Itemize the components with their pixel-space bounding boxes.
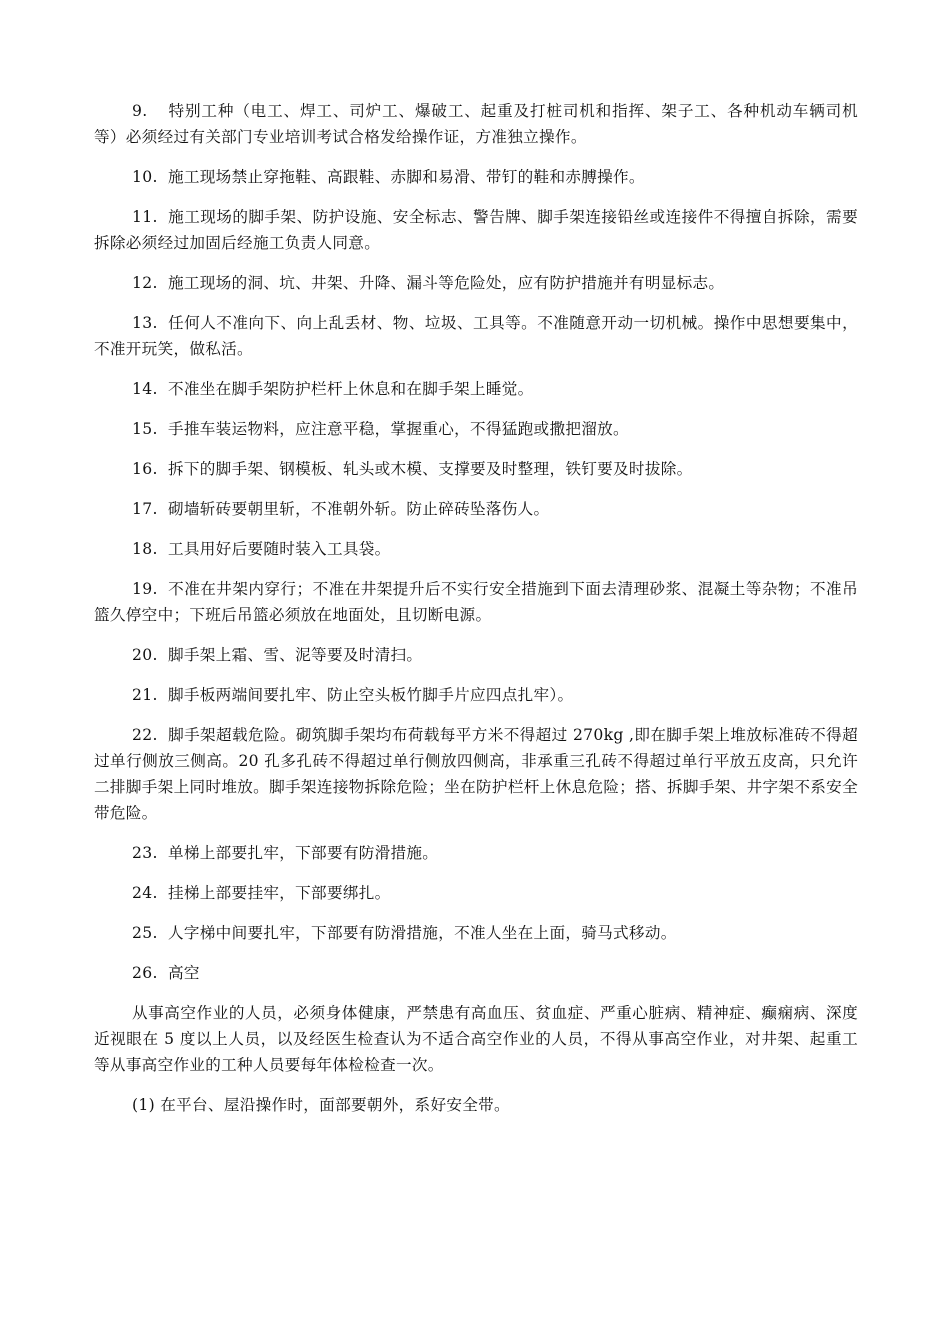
item-number: 23. — [132, 844, 158, 862]
item-text: 脚手架上霜、雪、泥等要及时清扫。 — [168, 646, 423, 664]
item-text: 挂梯上部要挂牢，下部要绑扎。 — [168, 884, 391, 902]
item-number: 19. — [132, 580, 158, 598]
item-number: 26. — [132, 964, 158, 982]
item-text: 单梯上部要扎牢，下部要有防滑措施。 — [168, 844, 439, 862]
item-number: 20. — [132, 646, 158, 664]
item-text: 手推车装运物料，应注意平稳，掌握重心，不得猛跑或撒把溜放。 — [168, 420, 629, 438]
list-item — [94, 960, 858, 986]
item-number: 17. — [132, 500, 158, 518]
item-number: 18. — [132, 540, 158, 558]
list-item — [94, 722, 858, 826]
document-content — [94, 98, 858, 1132]
sub-item: (1) 在平台、屋沿操作时，面部要朝外，系好安全带。 — [132, 1096, 510, 1114]
item-text: 人字梯中间要扎牢，下部要有防滑措施，不准人坐在上面，骑马式移动。 — [168, 924, 677, 942]
body-paragraph: 从事高空作业的人员，必须身体健康，严禁患有高血压、贫血症、严重心脏病、精神症、癫痫病、深度近视眼在 5 度以上人员，以及经医生检查认为不适合高空作业的人员，不得从事高空作业，对井架、起重工等从事高空作业的工种人员要每年体检检查一次。 — [94, 1004, 858, 1074]
item-text: 砌墙斩砖要朝里斩，不准朝外斩。防止碎砖坠落伤人。 — [168, 500, 550, 518]
item-text: 脚手架超载危险。砌筑脚手架均布荷载每平方米不得超过 270kg ,即在脚手架上堆放标准砖不得超过单行侧放三侧高。20 孔多孔砖不得超过单行侧放四侧高，非承重三孔砖不得超过单行平放五皮高，只允许二排脚手架上同时堆放。脚手架连接物拆除危险；坐在防护栏杆上休息危险；搭、拆脚手架、井字架不系安全带危险。 — [94, 726, 858, 822]
list-item — [94, 840, 858, 866]
item-number: 15. — [132, 420, 158, 438]
item-number: 10. — [132, 168, 158, 186]
list-item — [94, 376, 858, 402]
list-item — [94, 204, 858, 256]
list-item — [94, 270, 858, 296]
item-number: 22. — [132, 726, 158, 744]
item-text: 拆下的脚手架、钢模板、轧头或木模、支撑要及时整理，铁钉要及时拔除。 — [168, 460, 693, 478]
item-number: 11. — [132, 208, 158, 226]
item-text: 不准坐在脚手架防护栏杆上休息和在脚手架上睡觉。 — [168, 380, 534, 398]
item-number: 24. — [132, 884, 158, 902]
list-item — [94, 310, 858, 362]
item-number: 9. — [132, 102, 148, 120]
list-item — [94, 920, 858, 946]
item-number: 14. — [132, 380, 158, 398]
list-item — [94, 98, 858, 150]
item-text: 施工现场的洞、坑、井架、升降、漏斗等危险处，应有防护措施并有明显标志。 — [168, 274, 725, 292]
item-number: 25. — [132, 924, 158, 942]
item-text: 任何人不准向下、向上乱丢材、物、垃圾、工具等。不准随意开动一切机械。操作中思想要集中，不准开玩笑，做私活。 — [94, 314, 858, 358]
item-number: 21. — [132, 686, 158, 704]
list-item — [94, 682, 858, 708]
item-text: 特别工种（电工、焊工、司炉工、爆破工、起重及打桩司机和指挥、架子工、各种机动车辆司机等）必须经过有关部门专业培训考试合格发给操作证，方准独立操作。 — [94, 102, 858, 146]
list-item — [94, 536, 858, 562]
item-text: 施工现场禁止穿拖鞋、高跟鞋、赤脚和易滑、带钉的鞋和赤膊操作。 — [168, 168, 645, 186]
item-number: 16. — [132, 460, 158, 478]
item-text: 高空 — [168, 964, 200, 982]
item-text: 脚手板两端间要扎牢、防止空头板竹脚手片应四点扎牢）。 — [168, 686, 574, 704]
list-item — [94, 164, 858, 190]
item-text: 工具用好后要随时装入工具袋。 — [168, 540, 391, 558]
item-text: 施工现场的脚手架、防护设施、安全标志、警告牌、脚手架连接铅丝或连接件不得擅自拆除，需要拆除必须经过加固后经施工负责人同意。 — [94, 208, 858, 252]
item-number: 12. — [132, 274, 158, 292]
list-item — [94, 880, 858, 906]
item-text: 不准在井架内穿行；不准在井架提升后不实行安全措施到下面去清理砂浆、混凝土等杂物；不准吊篮久停空中；下班后吊篮必须放在地面处，且切断电源。 — [94, 580, 858, 624]
item-number: 13. — [132, 314, 158, 332]
list-item — [94, 496, 858, 522]
list-item — [94, 642, 858, 668]
list-item — [94, 576, 858, 628]
list-item — [94, 456, 858, 482]
list-item — [94, 416, 858, 442]
